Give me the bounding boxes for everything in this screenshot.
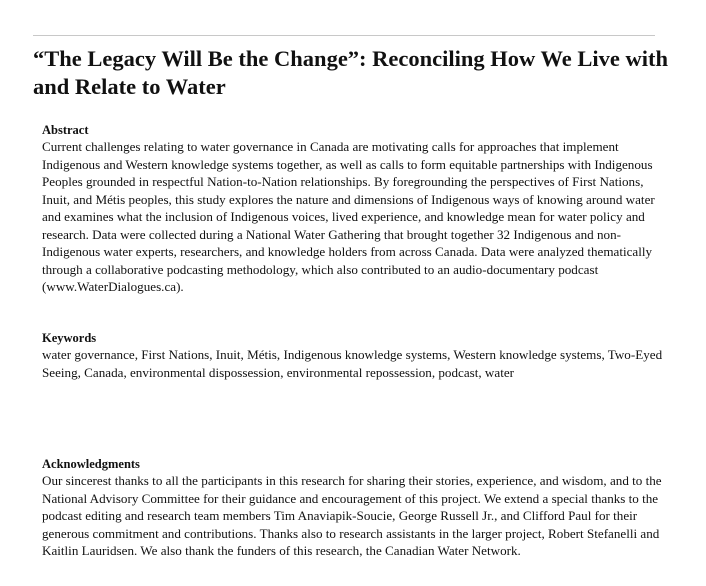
abstract-body: Current challenges relating to water governance in Canada are motivating calls for approaches that implement Indigenous and Western knowledge systems together, as well as calls to form equitable partnerships with Indigenous Peoples grounded in respectful Nation-to-Nation relationships. By foregrounding the perspectives of First Nations, Inuit, and Métis peoples, this study explores the nature and dimensions of Indigenous ways of knowing around water and examines what the inclusion of Indigenous voices, lived experience, and knowledge mean for water policy and research. Data were collected during a National Water Gathering that brought together 32 Indigenous and non-Indigenous water experts, researchers, and knowledge holders from across Canada. Data were analyzed thematically through a collaborative podcasting methodology, which also contributed to an audio-documentary podcast (www.WaterDialogues.ca). (42, 139, 655, 294)
keywords-heading: Keywords (42, 331, 97, 345)
abstract-heading: Abstract (42, 123, 89, 137)
paper-title: “The Legacy Will Be the Change”: Reconciling How We Live with and Relate to Water (33, 46, 668, 99)
acknowledgments-body: Our sincerest thanks to all the participants in this research for sharing their stories, experience, and wisdom, and to the National Advisory Committee for their guidance and encouragement of this project. We extend a special thanks to the podcast editing and research team members Tim Anaviapik-Soucie, George Russell Jr., and Clifford Paul for their generous commitment and contributions. Thanks also to research assistants in the larger project, Robert Stefanelli and Kaitlin Lauridsen. We also thank the funders of this research, the Canadian Water Network. (42, 473, 662, 558)
top-divider (33, 35, 655, 36)
acknowledgments-heading: Acknowledgments (42, 457, 140, 471)
keywords-body: water governance, First Nations, Inuit, Métis, Indigenous knowledge systems, Western knowledge systems, Two-Eyed Seeing, Canada, environmental dispossession, environmental repossession, podcast, water (42, 347, 663, 380)
